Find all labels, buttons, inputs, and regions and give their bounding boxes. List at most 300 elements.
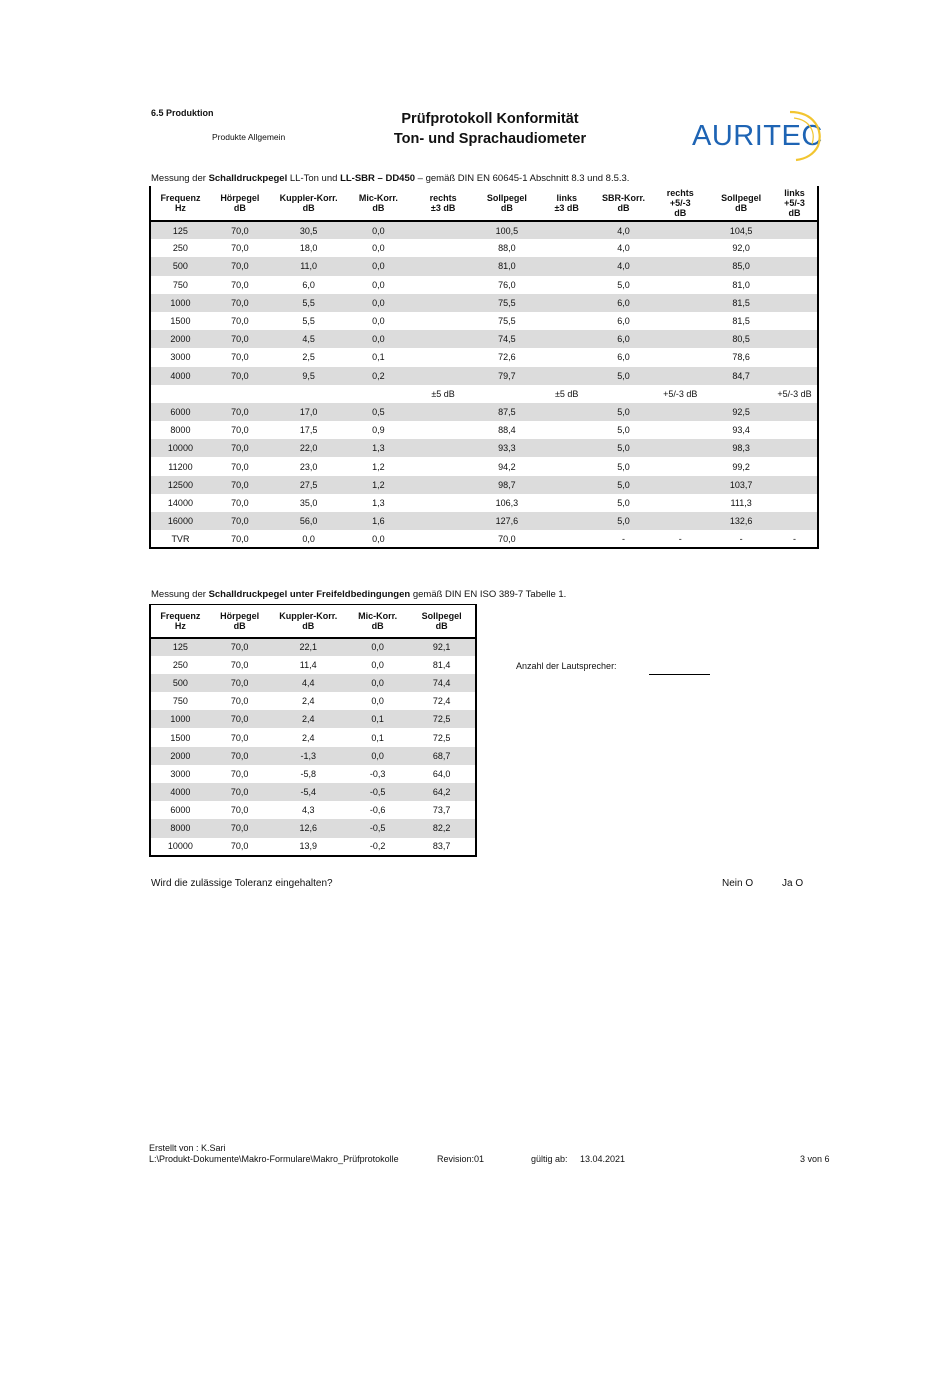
table-cell: 5,0	[617, 497, 630, 508]
table-cell: 5,5	[302, 316, 315, 327]
table-cell: 5,0	[597, 403, 651, 421]
table-cell: 70,0	[231, 533, 249, 544]
table1-caption	[151, 173, 629, 184]
table-cell	[537, 312, 597, 330]
table-cell: -0,5	[347, 783, 408, 801]
table-cell: 75,5	[498, 316, 516, 327]
table-cell: 5,0	[597, 476, 651, 494]
column-header-line: Frequenz	[160, 610, 201, 621]
table2-caption	[151, 589, 566, 600]
table-row	[150, 656, 476, 674]
table-row	[150, 257, 818, 275]
table-cell	[772, 494, 818, 512]
column-header-line: dB	[788, 208, 801, 218]
table-cell: 9,5	[270, 367, 348, 385]
table-cell: 0,0	[302, 533, 315, 544]
table-cell: 5,0	[597, 512, 651, 530]
table-cell: 5,0	[617, 461, 630, 472]
table-cell: 70,0	[230, 805, 249, 816]
table-cell: 27,5	[270, 476, 348, 494]
table-cell: 0,0	[371, 659, 384, 670]
footer-revision: Revision:01	[437, 1154, 485, 1164]
table-cell	[772, 239, 818, 257]
table-cell	[348, 385, 410, 403]
column-header-line: +5/-3	[669, 198, 691, 208]
column-header-line: dB	[617, 203, 630, 213]
table-cell	[772, 221, 818, 239]
table-cell: 2,4	[270, 710, 347, 728]
table-cell	[650, 494, 710, 512]
table-cell	[409, 348, 477, 366]
subsection-label: Produkte Allgemein	[212, 132, 286, 142]
table-cell	[772, 312, 818, 330]
table-cell: 22,0	[270, 439, 348, 457]
table-cell: 10000	[167, 841, 193, 852]
column-header	[270, 186, 348, 221]
caption-bold: Schalldruckpegel unter Freifeldbedingungen	[208, 589, 411, 600]
table-cell: 8000	[170, 425, 191, 436]
table-cell: 56,0	[270, 512, 348, 530]
table-cell: -5,4	[270, 783, 347, 801]
table-cell: 6,0	[597, 294, 651, 312]
table-cell	[270, 385, 348, 403]
table-row	[150, 674, 476, 692]
table-cell: 14000	[167, 497, 193, 508]
table-cell: 2,5	[302, 352, 315, 363]
table-cell: 0,0	[347, 747, 408, 765]
column-header-line: dB	[371, 620, 384, 631]
table-cell: 2,4	[301, 732, 315, 743]
table-cell	[537, 494, 597, 512]
footer-path: L:\Produkt-Dokumente\Makro-Formulare\Makro_Prüfprotokolle	[149, 1154, 399, 1164]
table-cell: 0,0	[348, 221, 410, 239]
table-row	[150, 819, 476, 837]
table-row	[150, 330, 818, 348]
table-cell: 22,1	[270, 638, 347, 656]
table-cell: 70,0	[210, 674, 270, 692]
column-header	[772, 186, 818, 221]
table-cell: 64,0	[432, 768, 451, 779]
column-header	[347, 605, 408, 638]
column-header-line: dB	[372, 203, 385, 213]
table-cell: 84,7	[710, 367, 772, 385]
title-line-1: Prüfprotokoll Konformität	[401, 111, 579, 127]
column-header-line: dB	[735, 203, 748, 213]
table-cell: 85,0	[710, 257, 772, 275]
column-header	[710, 186, 772, 221]
table-cell	[409, 421, 477, 439]
column-header	[210, 605, 270, 638]
table-cell	[537, 239, 597, 257]
table-cell: 88,4	[498, 425, 516, 436]
table-cell: 750	[172, 279, 188, 290]
table-cell	[409, 403, 477, 421]
table-row	[150, 239, 818, 257]
table-cell: 127,6	[477, 512, 537, 530]
table-cell: 100,5	[477, 221, 537, 239]
table-cell: 17,0	[270, 403, 348, 421]
table-cell	[409, 367, 477, 385]
table-cell: 4,0	[597, 221, 651, 239]
table-cell: 250	[172, 659, 188, 670]
table-cell	[409, 476, 477, 494]
table-cell: 78,6	[732, 352, 750, 363]
table-cell: 5,0	[597, 367, 651, 385]
table-cell	[537, 221, 597, 239]
footer-valid-label: gültig ab:	[531, 1154, 568, 1164]
auritec-logo	[692, 108, 832, 160]
table-cell: 0,1	[347, 710, 408, 728]
table-cell	[772, 439, 818, 457]
table-cell: 80,5	[710, 330, 772, 348]
table-cell: 1,3	[348, 439, 410, 457]
table-cell: 1,6	[348, 512, 410, 530]
table-cell: 73,7	[432, 805, 451, 816]
table-cell: 70,0	[210, 367, 270, 385]
column-header-line: Hörpegel	[220, 193, 260, 203]
document-title	[330, 109, 650, 149]
table-cell: 0,0	[347, 674, 408, 692]
table-row	[150, 710, 476, 728]
table-cell	[409, 530, 477, 548]
table-cell	[650, 312, 710, 330]
table-cell	[409, 239, 477, 257]
column-header-line: SBR-Korr.	[601, 193, 645, 203]
table-cell: 98,3	[710, 439, 772, 457]
tolerance-yes-option[interactable]: Ja O	[782, 878, 804, 889]
table-cell	[772, 403, 818, 421]
column-header-line: Frequenz	[160, 193, 201, 203]
table-cell: 74,5	[477, 330, 537, 348]
table-row	[150, 439, 818, 457]
table-cell: 70,0	[210, 221, 270, 239]
table-row	[150, 638, 476, 656]
table-cell	[772, 348, 818, 366]
column-header	[408, 605, 476, 638]
table-cell: -0,6	[369, 805, 386, 816]
table-cell: 87,5	[477, 403, 537, 421]
table-cell: 6000	[170, 805, 191, 816]
table-cell: -0,2	[369, 841, 386, 852]
spl-table-ll	[149, 186, 819, 549]
table-cell: 70,0	[231, 425, 249, 436]
table-row	[150, 221, 818, 239]
column-header	[477, 186, 537, 221]
title-line-2: Ton- und Sprachaudiometer	[393, 131, 587, 147]
table-cell: 70,0	[210, 710, 270, 728]
table-cell: 92,0	[732, 243, 750, 254]
table-cell	[537, 457, 597, 475]
table-cell: 13,9	[299, 841, 317, 852]
table-cell: -	[739, 533, 743, 544]
table-cell: 81,5	[732, 316, 750, 327]
table-cell: 1500	[170, 732, 191, 743]
table-cell: 72,5	[432, 732, 451, 743]
column-header-line: dB	[302, 620, 315, 631]
table-cell: 81,0	[477, 257, 537, 275]
table-cell: 6000	[150, 403, 210, 421]
table-cell: 0,1	[371, 732, 384, 743]
logo-arc-icon	[784, 108, 826, 162]
column-header-line: dB	[674, 208, 687, 218]
table-row	[150, 494, 818, 512]
column-header-line: Sollpegel	[421, 610, 462, 621]
table-cell	[477, 385, 537, 403]
table-cell: 72,5	[408, 710, 476, 728]
table-row	[150, 747, 476, 765]
column-header-line: ±3 dB	[554, 203, 579, 213]
table-cell: 11200	[168, 461, 193, 472]
table-cell	[650, 221, 710, 239]
table-cell: 0,0	[348, 294, 410, 312]
table-cell: 5,0	[617, 425, 630, 436]
table-cell: 70,0	[210, 512, 270, 530]
table-cell: 70,0	[231, 352, 249, 363]
table-cell: 70,0	[210, 439, 270, 457]
table-cell: 111,3	[730, 497, 752, 508]
table-cell	[537, 476, 597, 494]
table-cell	[409, 330, 477, 348]
table-cell: -1,3	[270, 747, 347, 765]
speaker-count-label: Anzahl der Lautsprecher:	[516, 661, 617, 671]
table-cell	[150, 385, 210, 403]
table-cell	[409, 221, 477, 239]
table-cell: 1500	[170, 316, 191, 327]
table-cell: 82,2	[408, 819, 476, 837]
table-cell: 81,4	[432, 659, 451, 670]
table-cell: 0,0	[372, 533, 385, 544]
table-cell	[409, 512, 477, 530]
table-cell: 70,0	[231, 279, 249, 290]
table-cell: 70,0	[210, 747, 270, 765]
table-row	[150, 530, 818, 548]
table-cell: 4,0	[617, 243, 630, 254]
table-cell: 5,0	[597, 439, 651, 457]
table-cell	[537, 348, 597, 366]
table-cell: 92,1	[408, 638, 476, 656]
table-cell: 3000	[170, 352, 191, 363]
table-cell: 70,0	[210, 476, 270, 494]
column-header-line: Hörpegel	[220, 610, 260, 621]
table-cell	[650, 348, 710, 366]
table-cell	[650, 403, 710, 421]
table-cell: 70,0	[210, 294, 270, 312]
table-row	[150, 838, 476, 856]
table-cell	[650, 330, 710, 348]
table-cell: ±5 dB	[431, 388, 455, 399]
table-cell: 70,0	[210, 783, 270, 801]
table-row	[150, 312, 818, 330]
table-cell: 75,5	[477, 294, 537, 312]
table-cell	[650, 476, 710, 494]
table-cell: 11,0	[270, 257, 348, 275]
table-cell	[409, 494, 477, 512]
column-header-line: dB	[435, 620, 448, 631]
column-header	[650, 186, 710, 221]
column-header	[270, 605, 347, 638]
table-cell: TVR	[171, 533, 190, 544]
table-cell	[537, 421, 597, 439]
tolerance-no-option[interactable]: Nein O	[722, 878, 754, 889]
table-cell: 94,2	[498, 461, 516, 472]
table-cell: 103,7	[710, 476, 772, 494]
table-row	[150, 692, 476, 710]
table-cell	[537, 512, 597, 530]
table-cell	[772, 330, 818, 348]
table-cell: 70,0	[231, 461, 249, 472]
table-cell: 250	[172, 243, 188, 254]
table-cell	[537, 330, 597, 348]
footer-page-number: 3 von 6	[800, 1154, 830, 1164]
table-cell	[409, 257, 477, 275]
table-cell	[772, 457, 818, 475]
column-header	[150, 605, 210, 638]
table-cell	[409, 276, 477, 294]
table-cell: 81,5	[710, 294, 772, 312]
table-cell	[650, 257, 710, 275]
table-cell	[710, 385, 772, 403]
caption-text: Messung der	[151, 173, 209, 184]
table-cell	[772, 257, 818, 275]
table-cell: 1,3	[372, 497, 385, 508]
table-cell	[537, 403, 597, 421]
table-cell: 6,0	[617, 352, 630, 363]
table-cell: 4,5	[270, 330, 348, 348]
table-cell: 70,0	[231, 243, 249, 254]
table-cell: 12,6	[270, 819, 347, 837]
speaker-count-field[interactable]	[649, 674, 710, 675]
table-cell	[772, 421, 818, 439]
table-cell: 125	[150, 221, 210, 239]
table-cell: 83,7	[432, 841, 451, 852]
table-cell: 88,0	[498, 243, 516, 254]
table-cell: 4,3	[301, 805, 315, 816]
table-cell: 70,0	[231, 316, 249, 327]
table-cell	[650, 457, 710, 475]
table-cell: 12500	[150, 476, 210, 494]
table-cell: 5,5	[270, 294, 348, 312]
table-cell: 125	[150, 638, 210, 656]
column-header-line: Mic-Korr.	[358, 610, 398, 621]
column-header	[348, 186, 410, 221]
column-header-line: Hz	[174, 203, 186, 213]
table-cell: 70,0	[230, 732, 249, 743]
tolerance-question: Wird die zulässige Toleranz eingehalten?	[151, 878, 333, 889]
table-cell	[650, 276, 710, 294]
table-cell: 70,0	[231, 497, 249, 508]
table-cell	[772, 512, 818, 530]
table-cell: 35,0	[299, 497, 318, 508]
table-cell: 17,5	[299, 425, 318, 436]
table-cell: 98,7	[477, 476, 537, 494]
column-header	[537, 186, 597, 221]
table-cell: 4,4	[270, 674, 347, 692]
table-cell	[650, 512, 710, 530]
table-cell: 0,0	[372, 316, 385, 327]
table-cell: 2000	[150, 330, 210, 348]
table-cell	[650, 367, 710, 385]
footer-author: Erstellt von : K.Sari	[149, 1143, 226, 1153]
table-cell	[772, 367, 818, 385]
table-cell: 70,0	[498, 533, 516, 544]
caption-bold: Schalldruckpegel	[208, 173, 288, 184]
table-cell: 6,0	[597, 330, 651, 348]
table-cell: 2,4	[301, 696, 315, 707]
table-cell: 0,2	[348, 367, 410, 385]
table-row	[150, 801, 476, 819]
table-cell: 93,3	[477, 439, 537, 457]
table-cell	[650, 421, 710, 439]
table-cell: 500	[150, 674, 210, 692]
table-cell: 1000	[150, 294, 210, 312]
table-cell	[537, 257, 597, 275]
table-cell: 11,4	[299, 659, 317, 670]
column-header-line: dB	[233, 203, 246, 213]
column-header-line: Hz	[174, 620, 186, 631]
table-cell: 70,0	[230, 696, 249, 707]
column-header-line: dB	[500, 203, 513, 213]
table-cell: 750	[172, 696, 188, 707]
table-row	[150, 728, 476, 746]
table-cell	[537, 367, 597, 385]
spl-table-freefield	[149, 604, 477, 857]
table-cell: 3000	[170, 768, 191, 779]
table-cell: 4000	[150, 367, 210, 385]
table-cell: 1,2	[348, 476, 410, 494]
table-cell: 5,0	[617, 279, 630, 290]
table-cell	[772, 276, 818, 294]
table-cell: -	[678, 533, 682, 544]
logo-text: AURITEC	[692, 120, 823, 152]
table-cell	[772, 294, 818, 312]
table-cell: 0,0	[372, 243, 385, 254]
table-cell	[409, 294, 477, 312]
column-header-line: Mic-Korr.	[358, 193, 398, 203]
table-cell: 1000	[150, 710, 210, 728]
table-cell: 6,0	[302, 279, 315, 290]
table-cell: -	[621, 533, 625, 544]
table-cell: 500	[150, 257, 210, 275]
table-cell: 68,7	[408, 747, 476, 765]
column-header-line: rechts	[666, 188, 694, 198]
table-cell: -0,3	[369, 768, 386, 779]
table-cell: 104,5	[710, 221, 772, 239]
table-cell: 4,0	[597, 257, 651, 275]
table-row	[150, 512, 818, 530]
table-cell	[409, 457, 477, 475]
caption-text: LL-Ton und	[287, 173, 341, 184]
caption-text: Messung der	[151, 589, 209, 600]
column-header-line: ±3 dB	[430, 203, 456, 213]
table-cell: 6,0	[617, 316, 630, 327]
table-cell: 0,0	[371, 696, 384, 707]
column-header-line: Kuppler-Korr.	[279, 193, 338, 203]
table-cell: 30,5	[270, 221, 348, 239]
table-row	[150, 457, 818, 475]
table-cell: 0,5	[348, 403, 410, 421]
table-cell: 70,0	[230, 841, 249, 852]
table-cell: -0,5	[347, 819, 408, 837]
column-header-line: Sollpegel	[486, 193, 527, 203]
table-cell: 0,0	[347, 638, 408, 656]
table-cell: 99,2	[732, 461, 750, 472]
table-cell: 92,5	[710, 403, 772, 421]
table-cell	[409, 439, 477, 457]
table-cell	[537, 530, 597, 548]
table-cell: 93,4	[732, 425, 750, 436]
column-header-line: dB	[233, 620, 246, 631]
table-cell: 76,0	[498, 279, 516, 290]
